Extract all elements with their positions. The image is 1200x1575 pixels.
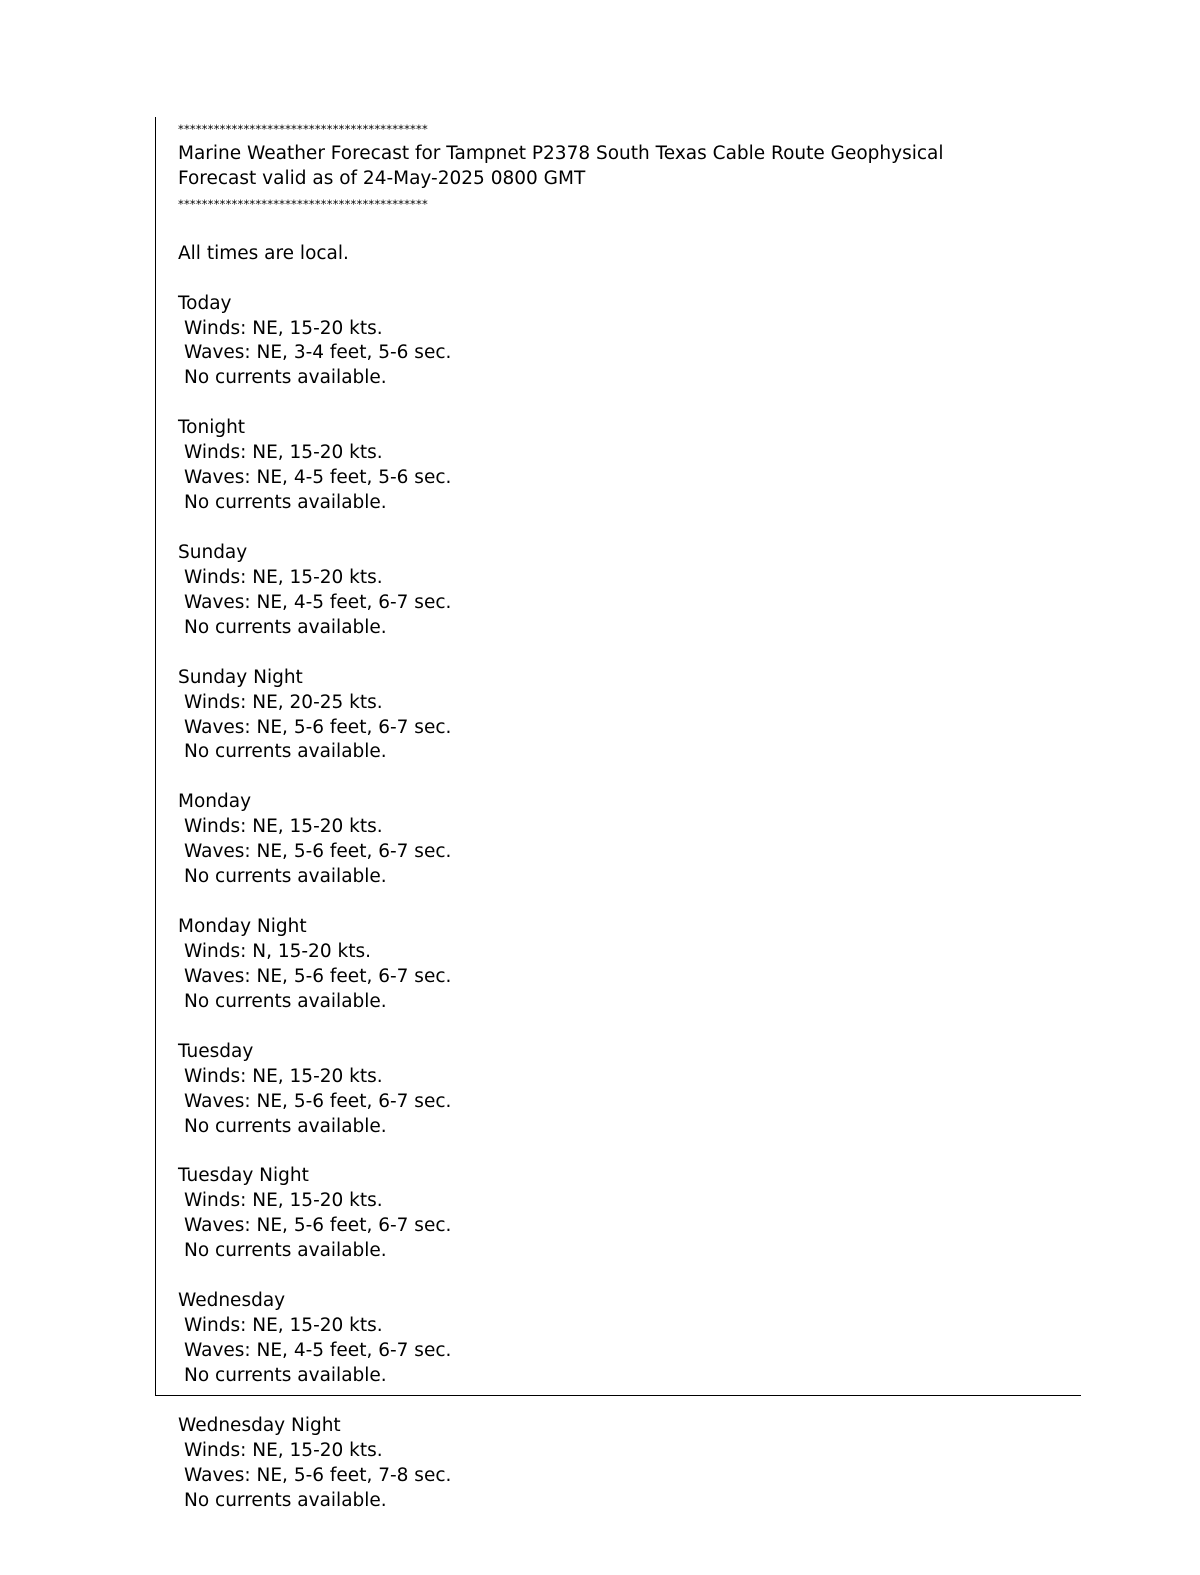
period-winds: Winds: NE, 20-25 kts.: [184, 691, 383, 713]
period-currents: No currents available.: [184, 492, 387, 514]
spacer: [178, 1139, 1078, 1164]
spacer: [178, 516, 1078, 541]
period-winds: Winds: NE, 15-20 kts.: [184, 1439, 383, 1461]
forecast-period-monday-night: [178, 915, 1078, 1015]
period-name: Sunday: [178, 541, 248, 563]
period-waves: Waves: NE, 4-5 feet, 5-6 sec.: [184, 467, 452, 489]
period-waves: Waves: NE, 4-5 feet, 6-7 sec.: [184, 591, 452, 613]
period-name: Monday Night: [178, 916, 307, 937]
period-name: Tuesday Night: [178, 1165, 309, 1187]
spacer: [178, 641, 1078, 666]
period-waves: Waves: NE, 5-6 feet, 6-7 sec.: [184, 965, 452, 987]
forecast-valid-time: Forecast valid as of 24-May-2025 0800 GMT: [178, 167, 586, 189]
period-currents: No currents available.: [184, 1240, 387, 1262]
period-winds: Winds: NE, 15-20 kts.: [184, 442, 383, 464]
forecast-period-tuesday-night: [178, 1164, 1078, 1264]
time-note: All times are local.: [178, 242, 349, 264]
period-name: Wednesday Night: [178, 1414, 341, 1436]
period-winds: Winds: NE, 15-20 kts.: [184, 1190, 383, 1212]
forecast-period-tuesday: [178, 1040, 1078, 1140]
period-winds: Winds: NE, 15-20 kts.: [184, 816, 383, 838]
period-winds: Winds: NE, 15-20 kts.: [184, 317, 383, 339]
period-winds: Winds: NE, 15-20 kts.: [184, 1315, 383, 1336]
forecast-title: Marine Weather Forecast for Tampnet P2378 South Texas Cable Route Geophysical: [178, 142, 944, 164]
left-border-line: [155, 117, 156, 1396]
period-currents: No currents available.: [184, 866, 387, 888]
period-currents: No currents available.: [184, 1115, 387, 1137]
period-currents: No currents available.: [184, 367, 387, 389]
separator-top: ******************************************: [178, 122, 428, 136]
spacer: [178, 890, 1078, 915]
forecast-period-wednesday-night: [178, 1414, 1078, 1514]
forecast-period-today: [178, 292, 1078, 392]
spacer: [178, 267, 1078, 292]
period-waves: Waves: NE, 3-4 feet, 5-6 sec.: [184, 342, 452, 364]
period-winds: Winds: N, 15-20 kts.: [184, 940, 371, 962]
forecast-period-monday: [178, 790, 1078, 890]
period-currents: No currents available.: [184, 741, 387, 763]
spacer: [178, 1389, 1078, 1414]
period-currents: No currents available.: [184, 616, 387, 638]
separator-bottom: ******************************************: [178, 196, 428, 211]
spacer: [178, 391, 1078, 416]
period-winds: Winds: NE, 15-20 kts.: [184, 566, 383, 588]
forecast-period-wednesday: [178, 1289, 1078, 1389]
period-currents: No currents available.: [184, 1489, 387, 1511]
period-waves: Waves: NE, 5-6 feet, 6-7 sec.: [184, 1090, 452, 1112]
period-name: Monday: [178, 791, 252, 813]
period-currents: No currents available.: [184, 1364, 387, 1386]
period-currents: No currents available.: [184, 990, 387, 1012]
forecast-period-sunday: [178, 541, 1078, 641]
spacer: [178, 1264, 1078, 1289]
period-waves: Waves: NE, 5-6 feet, 6-7 sec.: [184, 716, 452, 738]
forecast-period-sunday-night: [178, 666, 1078, 766]
period-name: Tonight: [178, 417, 246, 439]
period-name: Wednesday: [178, 1290, 286, 1312]
period-winds: Winds: NE, 15-20 kts.: [184, 1065, 383, 1087]
spacer: [178, 217, 1078, 242]
spacer: [178, 765, 1078, 790]
forecast-document: [178, 117, 1078, 1514]
period-name: Tuesday: [178, 1040, 254, 1062]
period-name: Sunday Night: [178, 666, 303, 688]
period-waves: Waves: NE, 5-6 feet, 6-7 sec.: [184, 1215, 452, 1237]
period-name: Today: [178, 292, 232, 314]
period-waves: Waves: NE, 4-5 feet, 6-7 sec.: [184, 1339, 452, 1361]
period-waves: Waves: NE, 5-6 feet, 6-7 sec.: [184, 841, 452, 863]
spacer: [178, 1015, 1078, 1040]
period-waves: Waves: NE, 5-6 feet, 7-8 sec.: [184, 1464, 452, 1486]
forecast-period-tonight: [178, 416, 1078, 516]
